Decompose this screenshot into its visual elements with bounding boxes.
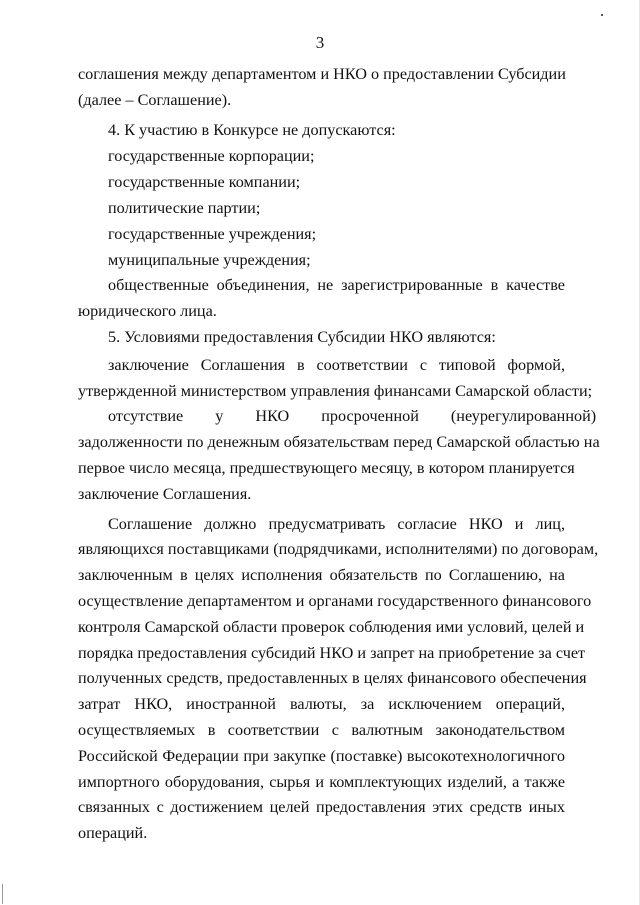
text-line: [78, 456, 575, 482]
text-line: [78, 404, 597, 430]
text-line-content: заключенным в целях исполнения обязательств по Соглашению, на: [78, 566, 565, 585]
text-line-content: первое число месяца, предшествующего месяцу, в котором планируется: [78, 458, 575, 477]
list-item: политические партии;: [108, 198, 261, 217]
text-line: [78, 718, 565, 744]
text-line: [78, 537, 599, 563]
scan-edge-mark: [2, 884, 3, 904]
text-line-content: соглашения между департаментом и НКО о предоставлении Субсидии: [78, 65, 566, 83]
paragraph-agreement-consent: [78, 512, 599, 847]
condition-agreement-form: [78, 351, 593, 405]
text-line-content: связанных с достижением целей предоставления этих средств иных: [78, 798, 565, 817]
text-line: [78, 62, 565, 88]
text-line: операций.: [78, 824, 148, 843]
text-line-content: заключение Соглашения в соответствии с типовой формой,: [108, 355, 565, 374]
text-line: [78, 770, 565, 796]
document-body: [78, 62, 600, 847]
text-line-content: общественные объединения, не зарегистрированные в качестве: [108, 276, 565, 295]
text-line: [78, 641, 586, 667]
text-line-content: задолженности по денежным обязательствам перед Самарской областью на: [78, 433, 600, 452]
text-line: [78, 589, 592, 615]
text-line-content: Соглашение должно предусматривать согласие НКО и лиц,: [108, 514, 565, 533]
page-number: 3: [315, 33, 325, 52]
text-line-content: осуществляемых в соответствии с валютным законодательством: [78, 720, 565, 739]
item-4-heading: 4. К участию в Конкурсе не допускаются:: [108, 120, 396, 139]
text-line: [78, 666, 587, 692]
text-line: [78, 430, 600, 456]
scan-speck: [601, 14, 603, 16]
item-4-list: [78, 143, 565, 273]
text-line: утвержденной министерством управления финансами Самарской области;: [78, 381, 593, 400]
text-line: [78, 692, 565, 718]
text-line: юридического лица.: [78, 302, 217, 321]
text-line-content: отсутствие у НКО просроченной (неурегулированной): [108, 407, 597, 426]
text-line-content: порядка предоставления субсидий НКО и запрет на приобретение за счет: [78, 643, 586, 662]
text-line-content: осуществление департаментом и органами государственного финансового: [78, 591, 592, 610]
list-item: государственные учреждения;: [108, 224, 317, 243]
list-item: муниципальные учреждения;: [108, 250, 311, 269]
text-line: [78, 273, 565, 299]
item-5-heading: 5. Условиями предоставления Субсидии НКО являются:: [108, 327, 496, 346]
text-line-content: импортного оборудования, сырья и комплектующих изделий, а также: [78, 772, 565, 791]
paragraph-public-associations: [78, 273, 565, 325]
text-line: [78, 615, 585, 641]
text-line: [78, 744, 565, 770]
text-line: [78, 563, 565, 589]
text-line: [78, 512, 565, 538]
paragraph-agreement-continuation: [78, 62, 565, 114]
text-line: [78, 353, 565, 379]
text-line-content: являющихся поставщиками (подрядчиками, исполнителями) по договорам,: [78, 540, 599, 559]
text-line: (далее – Соглашение).: [78, 90, 232, 109]
text-line: [78, 795, 565, 821]
text-line: заключение Соглашения.: [78, 484, 252, 503]
list-item: государственные корпорации;: [108, 147, 315, 166]
text-line-content: Российской Федерации при закупке (поставке) высокотехнологичного: [78, 746, 565, 765]
condition-no-debt: [78, 404, 600, 507]
list-item: государственные компании;: [108, 173, 301, 192]
text-line-content: контроля Самарской области проверок соблюдения ими условий, целей и: [78, 617, 585, 636]
text-line-content: затрат НКО, иностранной валюты, за исключением операций,: [78, 695, 565, 714]
text-line-content: полученных средств, предоставленных в целях финансового обеспечения: [78, 669, 587, 688]
